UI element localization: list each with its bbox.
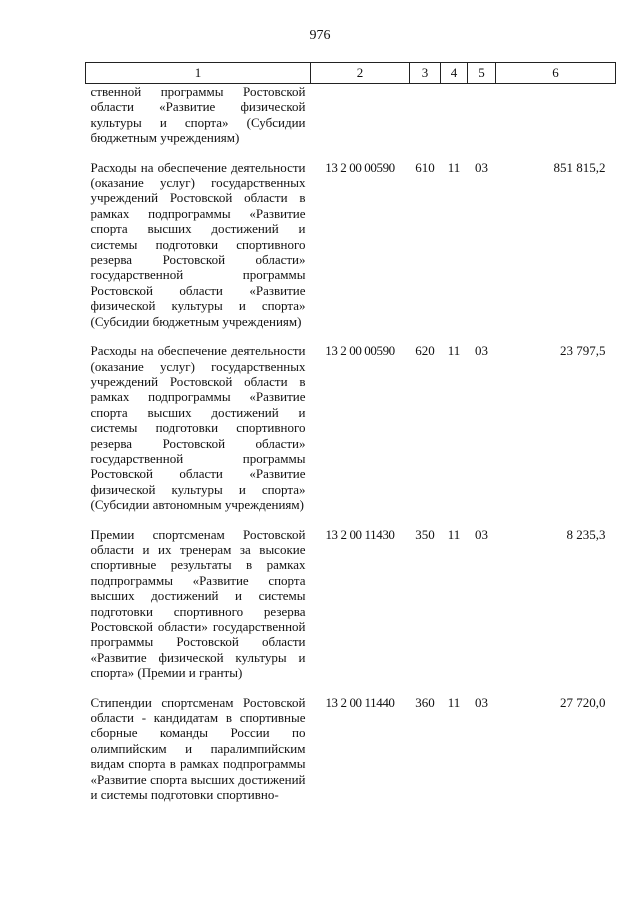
- row-amount: 23 797,5: [560, 343, 606, 359]
- table-row: [86, 527, 616, 681]
- row-target-article: 13 2 00 00590: [325, 159, 395, 175]
- row-subsection: 03: [475, 343, 488, 359]
- row-expense-type: 620: [415, 343, 435, 359]
- table-header-row: [86, 63, 616, 84]
- header-col-1: 1: [86, 63, 311, 84]
- row-name: ственной программы Ростовской области «Развитие физической культуры и спорта» (Субсидии бюджетным учреждениям): [90, 84, 306, 146]
- row-expense-type: 360: [415, 694, 435, 710]
- row-amount: 27 720,0: [560, 694, 606, 710]
- row-amount: [496, 84, 616, 146]
- row-spacer: [86, 513, 616, 527]
- row-spacer: [86, 146, 616, 160]
- budget-table: [85, 62, 616, 802]
- row-target-article: 13 2 00 11440: [325, 694, 395, 710]
- row-name: Расходы на обеспечение деятельности (оказание услуг) государственных учреждений Ростовской области в рамках подпрограммы «Развитие спорта высших достижений и системы подготовки спортивного резерва Ростовской области» государственной программы Ростовской области «Развитие физической культуры и спорта» (Субсидии автономным учреждениям): [90, 343, 306, 513]
- header-col-6: 6: [496, 63, 616, 84]
- row-name: Расходы на обеспечение деятельности (оказание услуг) государственных учреждений Ростовской области в рамках подпрограммы «Развитие спорта высших достижений и системы подготовки спортивного резерва Ростовской области» государственной программы Ростовской области «Развитие физической культуры и спорта» (Субсидии бюджетным учреждениям): [90, 159, 306, 329]
- row-subsection: [468, 84, 496, 146]
- row-amount: 851 815,2: [553, 159, 606, 175]
- row-section: 11: [447, 694, 461, 710]
- row-section: 11: [447, 526, 461, 542]
- header-col-2: 2: [311, 63, 410, 84]
- row-expense-type: 350: [415, 526, 435, 542]
- table-row: [86, 160, 616, 329]
- row-section: 11: [447, 343, 461, 359]
- row-target-article: [311, 84, 410, 146]
- row-amount: 8 235,3: [566, 526, 606, 542]
- table-row: [86, 695, 616, 803]
- row-subsection: 03: [475, 526, 488, 542]
- row-target-article: 13 2 00 11430: [325, 526, 395, 542]
- page-number: 976: [309, 28, 331, 43]
- row-section: 11: [447, 159, 461, 175]
- row-subsection: 03: [475, 159, 488, 175]
- row-expense-type: [410, 84, 441, 146]
- table-row: [86, 343, 616, 512]
- header-col-4: 4: [441, 63, 468, 84]
- row-name: Премии спортсменам Ростовской области и их тренерам за высокие спортивные результаты в рамках подпрограммы «Развитие спорта высших достижений и системы подготовки спортивного резерва Ростовской области» государственной программы Ростовской области «Развитие физической культуры и спорта» (Премии и гранты): [90, 526, 306, 681]
- header-col-5: 5: [468, 63, 496, 84]
- header-col-3: 3: [410, 63, 441, 84]
- row-section: [441, 84, 468, 146]
- row-spacer: [86, 329, 616, 343]
- row-expense-type: 610: [415, 159, 435, 175]
- row-spacer: [86, 681, 616, 695]
- row-subsection: 03: [475, 694, 488, 710]
- row-target-article: 13 2 00 00590: [325, 343, 395, 359]
- table-row: [86, 84, 616, 146]
- row-name: Стипендии спортсменам Ростовской области - кандидатам в спортивные сборные команды России по олимпийским и паралимпийским видам спорта в рамках подпрограммы «Развитие спорта высших достижений и системы подготовки спортивно-: [90, 694, 306, 803]
